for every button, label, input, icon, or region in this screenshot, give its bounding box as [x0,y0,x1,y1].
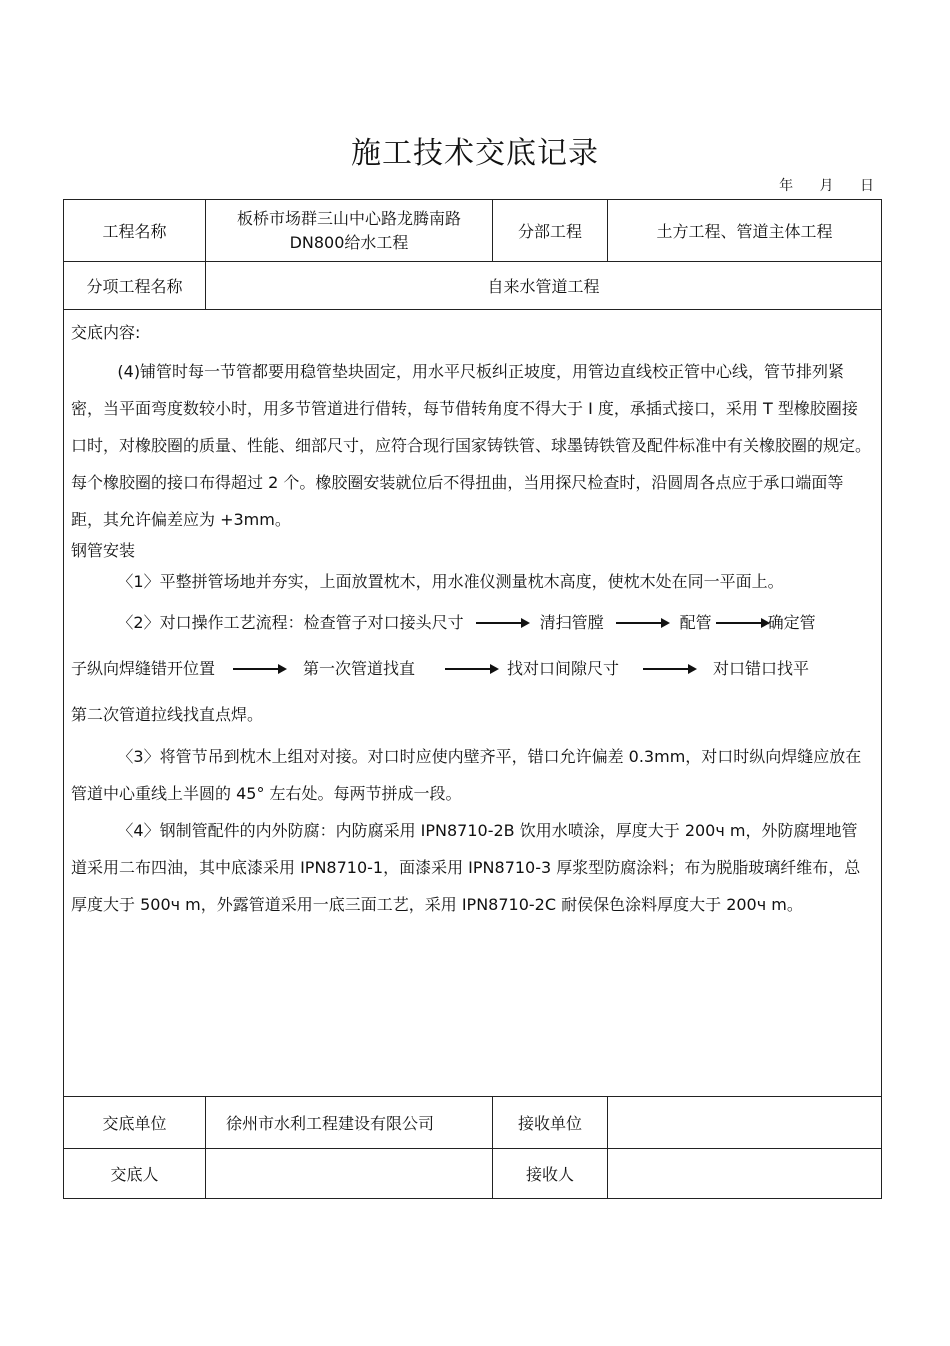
subitem-name-label: 分项工程名称 [64,262,206,310]
flow-step-6: 找对口间隙尺寸 [507,659,620,678]
receiver-unit-label: 接收单位 [493,1097,608,1149]
receiver-person-label: 接收人 [493,1149,608,1199]
arrow-right-icon [476,622,528,624]
steel-step-3: 〈3〉将管节吊到枕木上组对对接。对口时应使内壁齐平，错口允许偏差 0.3mm，对口时纵向焊缝应放在管道中心重线上半圆的 45° 左右处。每两节拼成一段。 [71,747,862,803]
content-body [64,310,881,923]
flow-line-2 [71,646,873,692]
flow-step-8: 第二次管道拉线找直点焊。 [71,705,264,724]
arrow-right-icon [716,622,768,624]
flow-step-4: 确定管 [767,613,816,632]
record-table [63,199,882,1199]
date-line: 年 月 日 [779,178,874,194]
flow-step-2: 清扫管膛 [539,613,604,632]
flow-step-7: 对口错口找平 [713,659,810,678]
receiver-unit-value [608,1097,882,1149]
flow-step-3: 配管 [679,613,712,632]
project-name-line1: 板桥市场群三山中心路龙腾南路 [236,208,461,228]
flow-line-1 [71,600,873,646]
flow-step-5: 第一次管道找直 [303,659,416,678]
project-name-line2: DN800给水工程 [289,232,409,252]
steel-step-1: 〈1〉平整拼管场地并夯实，上面放置枕木，用水准仪测量枕木高度，使枕木处在同一平面上。 [117,572,784,591]
arrow-right-icon [643,668,695,670]
receiver-person-value [608,1149,882,1199]
page-title: 施工技术交底记录 [351,136,599,171]
content-label: 交底内容: [71,323,141,342]
arrow-right-icon [616,622,668,624]
part-project-label: 分部工程 [493,200,608,262]
arrow-right-icon [233,668,285,670]
issuer-unit-value: 徐州市水利工程建设有限公司 [206,1097,493,1149]
issuer-person-label: 交底人 [64,1149,206,1199]
issuer-person-value [206,1149,493,1199]
part-project-value: 土方工程、管道主体工程 [608,200,882,262]
arrow-right-icon [445,668,497,670]
issuer-unit-label: 交底单位 [64,1097,206,1149]
flow-step-4-cont: 子纵向焊缝错开位置 [71,659,216,678]
project-name-label: 工程名称 [64,200,206,262]
steel-step-4: 〈4〉钢制管配件的内外防腐：内防腐采用 IPN8710-2B 饮用水喷涂，厚度大于 200ч m，外防腐埋地管道采用二布四油，其中底漆采用 IPN8710-1，面漆采用 IPN8710-3 厚浆型防腐涂料；布为脱脂玻璃纤维布，总厚度大于 500ч m，外露管道采用一底三面工艺，采用 IPN8710-2C 耐侯保色涂料厚度大于 200ч m。 [71,821,861,914]
subitem-name-value: 自来水管道工程 [206,262,882,310]
steel-pipe-heading: 钢管安装 [71,541,136,560]
content-cell [64,310,882,1097]
content-paragraph-rubber-ring: (4)铺管时每一节管都要用稳管垫块固定，用水平尺板纠正坡度，用管边直线校正管中心线，管节排列紧密，当平面弯度数较小时，用多节管道进行借转，每节借转角度不得大于 I 度，承插式接口，采用 T 型橡胶圈接口时，对橡胶圈的质量、性能、细部尺寸，应符合现行国家铸铁管、球墨铸铁管及配件标准中有关橡胶圈的规定。每个橡胶圈的接口布得超过 2 个。橡胶圈安装就位后不得扭曲，当用探尺检查时，沿圆周各点应于承口端面等距，其允许偏差应为 +3mm。 [71,362,872,529]
flow-step-1: 〈2〉对口操作工艺流程：检查管子对口接头尺寸 [117,613,464,632]
project-name-value [206,200,493,262]
